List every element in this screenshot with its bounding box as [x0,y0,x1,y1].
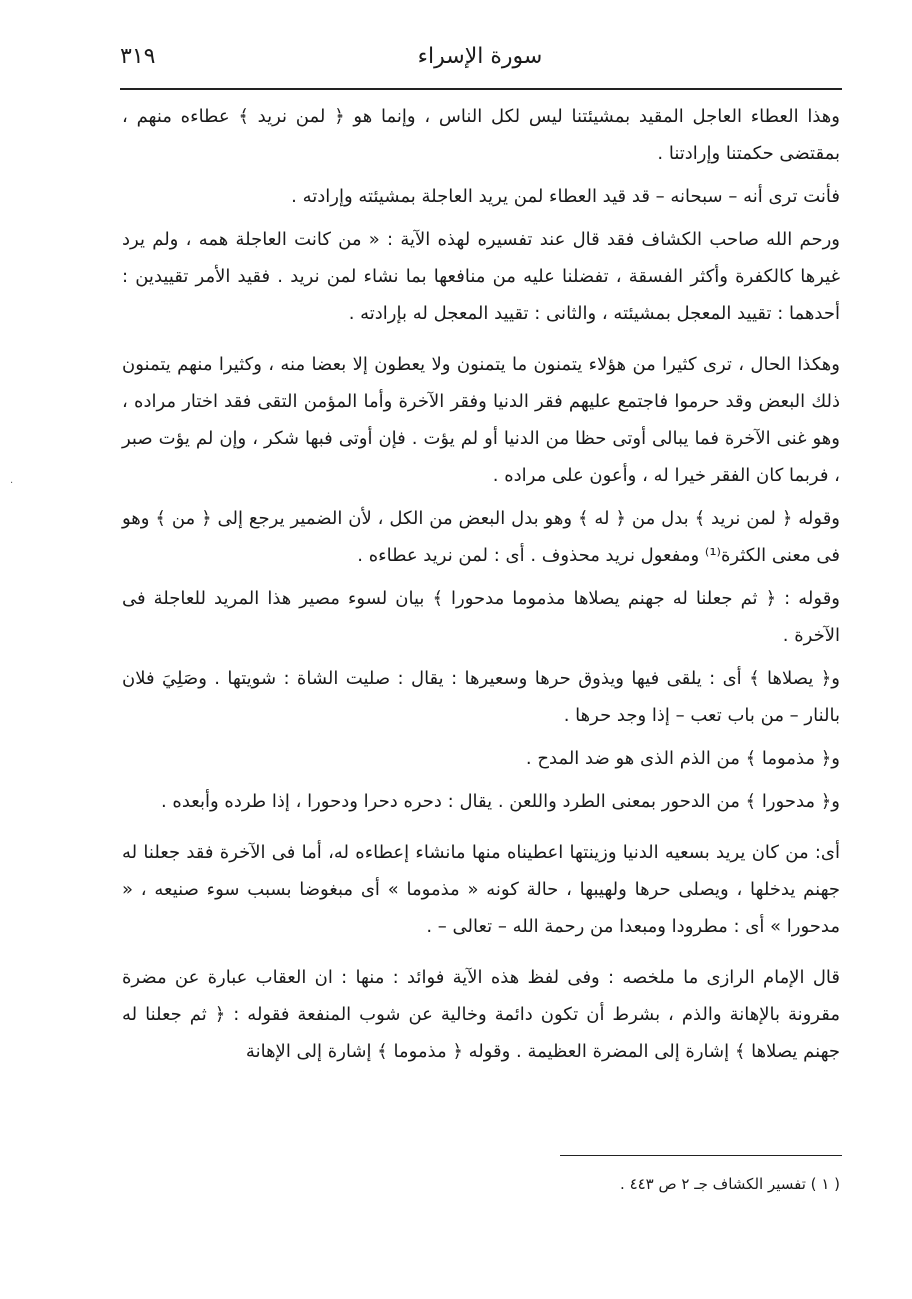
page-header [120,44,840,80]
header-rule [120,88,842,90]
paragraph-9: و﴿ مدحورا ﴾ من الدحور بمعنى الطرد واللعن . يقال : دحره دحرا ودحورا ، إذا طرده وأبعده . [160,791,840,812]
paragraph-3: ورحم الله صاحب الكشاف فقد قال عند تفسيره لهذه الآية : « من كانت العاجلة همه ، ولم يرد غيرها كالكفرة وأكثر الفسقة ، تفضلنا عليه من منافعها بما نشاء لمن نريد . فقيد الأمر تقييدين : أحدهما : تقييد المعجل بمشيئته ، والثانى : تقييد المعجل له بإرادته . [122,229,840,324]
footnote: ( ١ ) تفسير الكشاف جـ ٢ ص ٤٤٣ . [620,1175,840,1193]
paragraph-11: قال الإمام الرازى ما ملخصه : وفى لفظ هذه الآية فوائد : منها : ان العقاب عبارة عن مضرة مقرونة بالإهانة والذم ، بشرط أن تكون دائمة وخالية عن شوب المنفعة فقوله : ﴿ ثم جعلنا له جهنم يصلاها ﴾ إشارة إلى المضرة العظيمة . وقوله ﴿ مذموما ﴾ إشارة إلى الإهانة [122,967,840,1062]
paragraph-7: و﴿ يصلاها ﴾ أى : يلقى فيها ويذوق حرها وسعيرها : يقال : صليت الشاة : شويتها . وصَلِيَ فلان بالنار – من باب تعب – إذا وجد حرها . [122,668,840,726]
paragraph-8: و﴿ مذموما ﴾ من الذم الذى هو ضد المدح . [525,748,840,769]
footnote-rule [560,1155,842,1156]
margin-speck: · [10,478,14,489]
paragraph-2: فأنت ترى أنه – سبحانه – قد قيد العطاء لمن يريد العاجلة بمشيئته وإرادته . [291,186,840,207]
paragraph-1: وهذا العطاء العاجل المقيد بمشيئتنا ليس لكل الناس ، وإنما هو ﴿ لمن نريد ﴾ عطاءه منهم ، بمقتضى حكمتنا وإرادتنا . [122,106,840,164]
running-title: سورة الإسراء [417,44,543,69]
paragraph-4: وهكذا الحال ، ترى كثيرا من هؤلاء يتمنون ما يتمنون ولا يعطون إلا بعضا منه ، وكثيرا منهم يتمنون ذلك البعض وقد حرموا فاجتمع عليهم فقر الدنيا وفقر الآخرة وأما المؤمن التقى فقد اختار مراده ، وهو غنى الآخرة فما يبالى أوتى حظا من الدنيا أو لم يؤت . فإن أوتى فبها شكر ، وإن لم يؤت صبر ، فربما كان الفقر خيرا له ، وأعون على مراده . [122,354,840,486]
body-text [122,98,840,1076]
paragraph-6: وقوله : ﴿ ثم جعلنا له جهنم يصلاها مذموما مدحورا ﴾ بيان لسوء مصير هذا المريد للعاجلة فى الآخرة . [122,588,840,646]
paragraph-10: أى: من كان يريد بسعيه الدنيا وزينتها اعطيناه منها مانشاء إعطاءه له، أما فى الآخرة فقد جعلنا له جهنم يدخلها ، ويصلى حرها ولهيبها ، حالة كونه « مذموما » أى مبغوضا بسبب سوء صنيعه ، « مدحورا » أى : مطرودا ومبعدا من رحمة الله – تعالى – . [122,842,840,937]
page-number: ٣١٩ [120,44,156,69]
paragraph-5: وقوله ﴿ لمن نريد ﴾ بدل من ﴿ له ﴾ وهو بدل البعض من الكل ، لأن الضمير يرجع إلى ﴿ من ﴾ وهو فى معنى الكثرة⁽¹⁾ ومفعول نريد محذوف . أى : لمن نريد عطاءه . [122,508,840,566]
